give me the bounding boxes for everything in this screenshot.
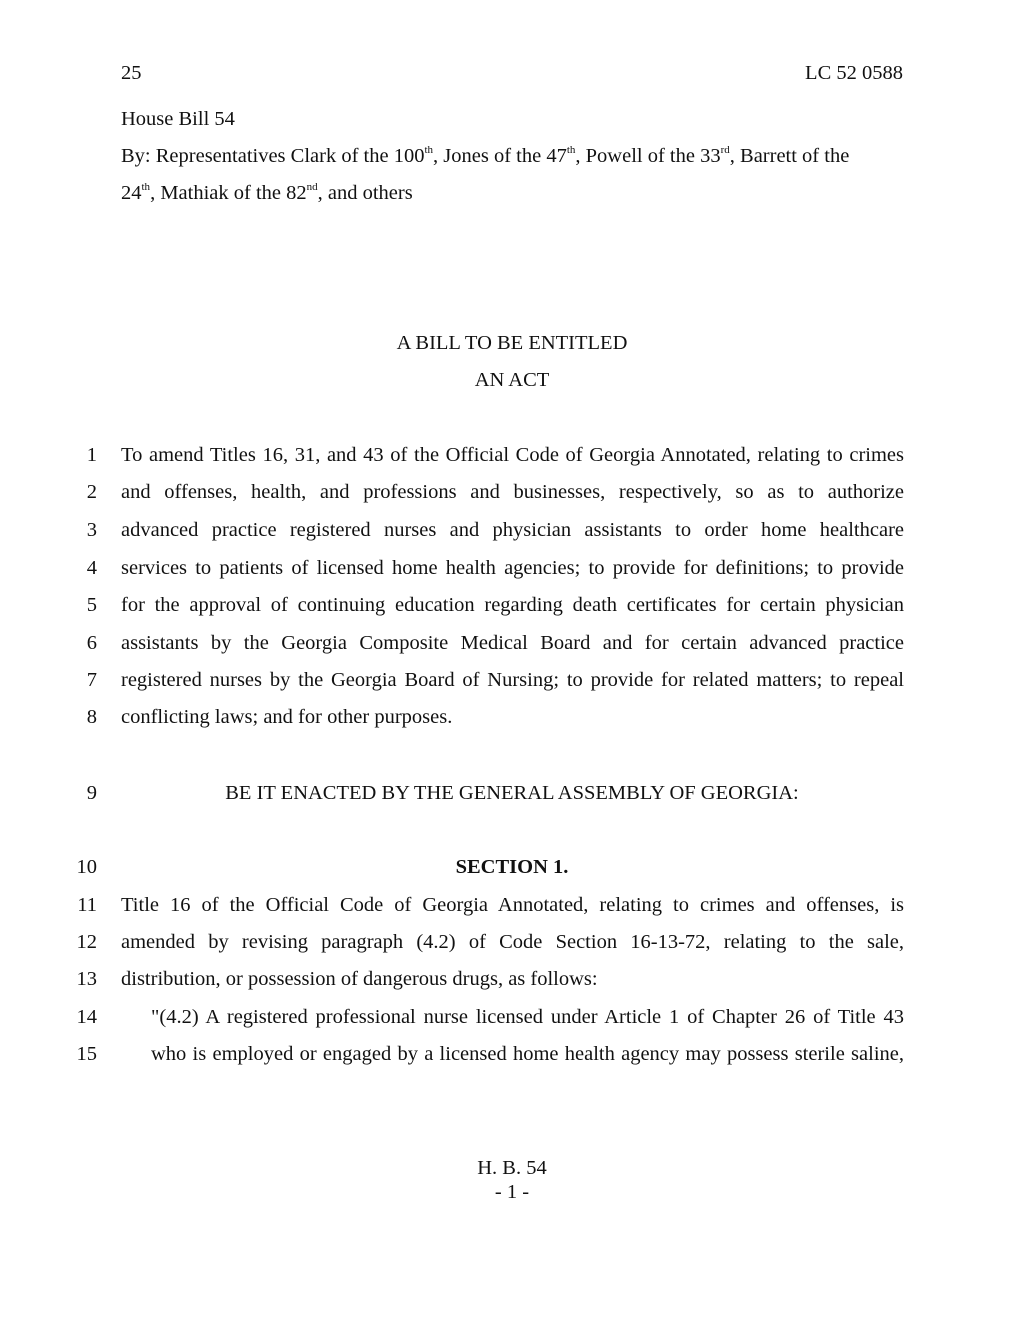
line-number: 5 <box>86 594 97 616</box>
line-number: 2 <box>86 481 97 503</box>
bill-title: House Bill 54 <box>121 108 235 130</box>
page-reference: 25 <box>121 62 142 84</box>
line-text: and offenses, health, and professions and businesses, respectively, so as to authorize <box>121 481 904 503</box>
line-number: 14 <box>76 1006 97 1028</box>
footer-page-number: - 1 - <box>494 1181 530 1203</box>
line-number: 10 <box>76 856 97 878</box>
line-number: 8 <box>86 706 97 728</box>
line-number: 13 <box>76 968 97 990</box>
line-text: "(4.2) A registered professional nurse licensed under Article 1 of Chapter 26 of Title 43 <box>151 1006 904 1028</box>
bill-line <box>0 968 1024 996</box>
bill-line <box>0 444 1024 472</box>
line-number: 7 <box>86 669 97 691</box>
bill-line <box>0 632 1024 660</box>
enacting-clause-line <box>0 782 1024 810</box>
bill-line <box>0 557 1024 585</box>
bill-heading: A BILL TO BE ENTITLED <box>396 332 628 354</box>
section-heading: SECTION 1. <box>455 856 569 878</box>
sponsors-line-2: 24th, Mathiak of the 82nd, and others <box>121 181 413 204</box>
line-text: advanced practice registered nurses and physician assistants to order home healthcare <box>121 519 904 541</box>
bill-line <box>0 894 1024 922</box>
bill-line <box>0 669 1024 697</box>
bill-line <box>0 1006 1024 1034</box>
line-number: 3 <box>86 519 97 541</box>
sponsors-line-1: By: Representatives Clark of the 100th, Jones of the 47th, Powell of the 33rd, Barrett of the <box>121 144 850 167</box>
line-text: distribution, or possession of dangerous drugs, as follows: <box>121 968 598 990</box>
line-number: 12 <box>76 931 97 953</box>
line-number: 6 <box>86 632 97 654</box>
line-text: To amend Titles 16, 31, and 43 of the Official Code of Georgia Annotated, relating to crimes <box>121 444 904 466</box>
bill-line <box>0 931 1024 959</box>
bill-line <box>0 481 1024 509</box>
line-text: Title 16 of the Official Code of Georgia Annotated, relating to crimes and offenses, is <box>121 894 904 916</box>
line-text: conflicting laws; and for other purposes. <box>121 706 453 728</box>
act-heading: AN ACT <box>474 369 550 391</box>
bill-line <box>0 594 1024 622</box>
line-number: 4 <box>86 557 97 579</box>
bill-line <box>0 519 1024 547</box>
bill-line <box>0 1043 1024 1071</box>
line-number: 11 <box>77 894 97 916</box>
line-number: 15 <box>76 1043 97 1065</box>
line-text: assistants by the Georgia Composite Medical Board and for certain advanced practice <box>121 632 904 654</box>
section-heading-line <box>0 856 1024 884</box>
line-number: 1 <box>86 444 97 466</box>
footer-bill-ref: H. B. 54 <box>477 1157 547 1179</box>
line-text: who is employed or engaged by a licensed home health agency may possess sterile saline, <box>151 1043 904 1065</box>
bill-line <box>0 706 1024 734</box>
line-text: for the approval of continuing education regarding death certificates for certain physician <box>121 594 904 616</box>
line-number: 9 <box>86 782 97 804</box>
line-text: registered nurses by the Georgia Board of Nursing; to provide for related matters; to repeal <box>121 669 904 691</box>
line-text: amended by revising paragraph (4.2) of Code Section 16-13-72, relating to the sale, <box>121 931 904 953</box>
document-code: LC 52 0588 <box>805 62 903 84</box>
enacting-clause: BE IT ENACTED BY THE GENERAL ASSEMBLY OF GEORGIA: <box>225 782 799 804</box>
line-text: services to patients of licensed home health agencies; to provide for definitions; to provide <box>121 557 904 579</box>
